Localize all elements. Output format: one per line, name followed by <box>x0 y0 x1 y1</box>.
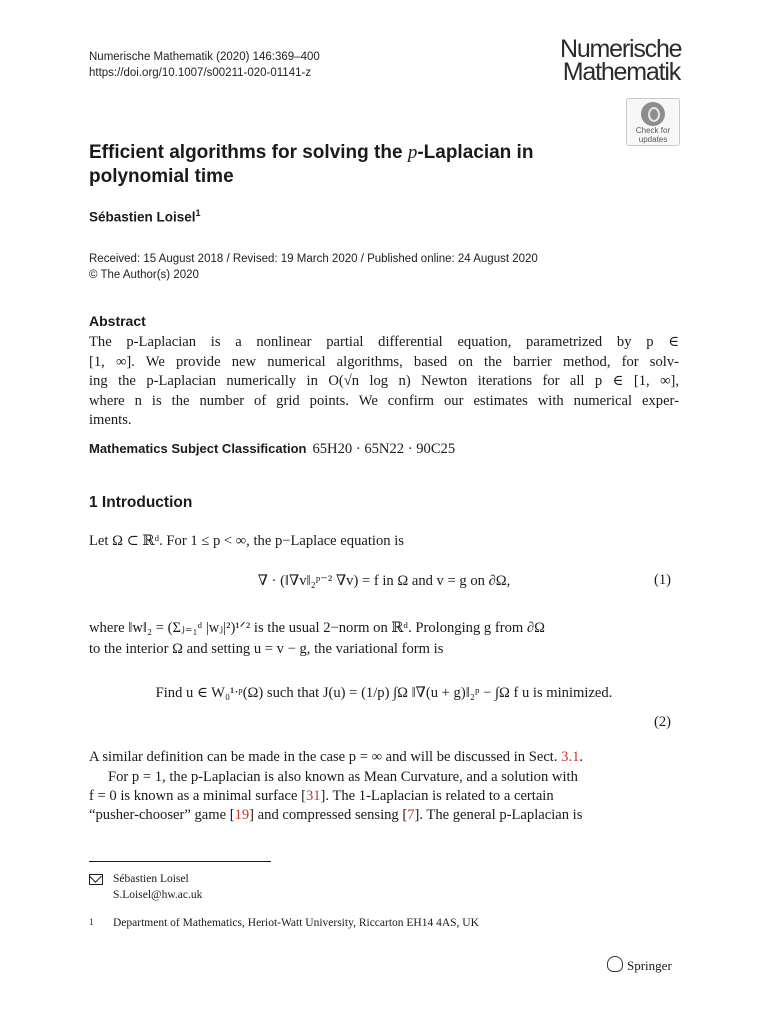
journal-citation: Numerische Mathematik (2020) 146:369–400 <box>89 51 320 63</box>
check-for-updates-badge[interactable] <box>626 98 680 146</box>
author-name: Sébastien Loisel$^1$ <box>89 208 201 225</box>
section-heading-introduction: 1 Introduction <box>89 494 193 511</box>
intro-variational-line: to the interior Ω and setting u = v − g, the variational form is <box>89 641 444 657</box>
abstract-heading: Abstract <box>89 313 146 329</box>
abstract-line-3: ing the p-Laplacian numerically in O(√n log n) Newton iterations for all p ∈ [1, ∞], <box>89 373 679 389</box>
ref-31[interactable]: 31 <box>305 788 321 804</box>
paper-title: Efficient algorithms for solving the p-Laplacian in polynomial time <box>89 142 534 187</box>
publisher-logo <box>607 956 672 974</box>
footnote-rule <box>89 861 271 862</box>
abstract-line-5: iments. <box>89 412 132 428</box>
publication-dates <box>89 252 538 283</box>
equation-2-number: (2) <box>654 714 672 730</box>
intro-paragraph-1: A similar definition can be made in the case p = ∞ and will be discussed in Sect. 3.1. <box>89 749 584 765</box>
springer-horse-icon <box>607 956 623 972</box>
ref-19[interactable]: 19 <box>234 807 250 823</box>
journal-meta <box>89 50 320 81</box>
ref-7[interactable]: 7 <box>407 807 415 823</box>
ref-section-3-1[interactable]: 3.1 <box>561 749 580 765</box>
intro-norm-line: where ‖w‖₂ = (Σⱼ₌₁ᵈ |wⱼ|²)¹ᐟ² is the usual 2−norm on ℝᵈ. Prolonging g from ∂Ω <box>89 620 545 636</box>
journal-brand <box>560 35 682 86</box>
equation-2: Find u ∈ W₀¹ᐧᵖ(Ω) such that J(u) = (1/p) ∫Ω ‖∇(u + g)‖₂ᵖ − ∫Ω f u is minimized. <box>155 685 613 701</box>
abstract-line-2: [1, ∞]. We provide new numerical algorithms, based on the barrier method, for solv- <box>89 353 679 370</box>
msc-label: Mathematics Subject Classification <box>89 441 307 456</box>
contact-email[interactable]: S.Loisel@hw.ac.uk <box>113 888 203 901</box>
affiliation-number: 1 <box>89 917 94 927</box>
check-badge-line-2: updates <box>638 134 668 144</box>
publisher-name: Springer <box>627 958 672 973</box>
abstract-line-1: The p-Laplacian is a nonlinear partial differential equation, parametrized by p ∈ <box>89 334 679 350</box>
intro-paragraph-2-line-2: f = 0 is known as a minimal surface [31]. The 1-Laplacian is related to a certain <box>89 788 554 804</box>
equation-1: ∇ · (‖∇v‖₂ᵖ⁻² ∇v) = f in Ω and v = g on ∂Ω, <box>257 573 511 589</box>
brand-line-1: Numerische <box>560 35 682 63</box>
affiliation-mark[interactable]: 1 <box>195 208 201 218</box>
affiliation-text: Department of Mathematics, Heriot-Watt University, Riccarton EH14 4AS, UK <box>113 917 479 929</box>
copyright: © The Author(s) 2020 <box>89 268 199 281</box>
corresponding-author <box>113 872 202 903</box>
update-check-icon <box>641 102 665 126</box>
equation-1-number: (1) <box>654 572 672 588</box>
brand-line-2: Mathematik <box>562 58 680 86</box>
received-dates: Received: 15 August 2018 / Revised: 19 March 2020 / Published online: 24 August 2020 <box>89 253 538 265</box>
check-badge-line-1: Check for <box>635 126 671 135</box>
msc-codes: 65H20 · 65N22 · 90C25 <box>312 441 456 457</box>
abstract-body <box>89 333 679 431</box>
msc-classification <box>89 441 455 458</box>
abstract-line-4: where n is the number of grid points. We confirm our estimates with numerical exper- <box>89 392 679 409</box>
intro-paragraph-2-line-1: For p = 1, the p-Laplacian is also known as Mean Curvature, and a solution with <box>108 769 578 785</box>
doi-link[interactable]: https://doi.org/10.1007/s00211-020-01141-z <box>89 66 312 79</box>
contact-name: Sébastien Loisel <box>113 873 189 885</box>
intro-paragraph-2-line-3: “pusher-chooser” game [19] and compressed sensing [7]. The general p-Laplacian is <box>89 807 583 823</box>
envelope-icon <box>89 874 103 885</box>
intro-let-line: Let Ω ⊂ ℝᵈ. For 1 ≤ p < ∞, the p−Laplace equation is <box>89 533 404 549</box>
